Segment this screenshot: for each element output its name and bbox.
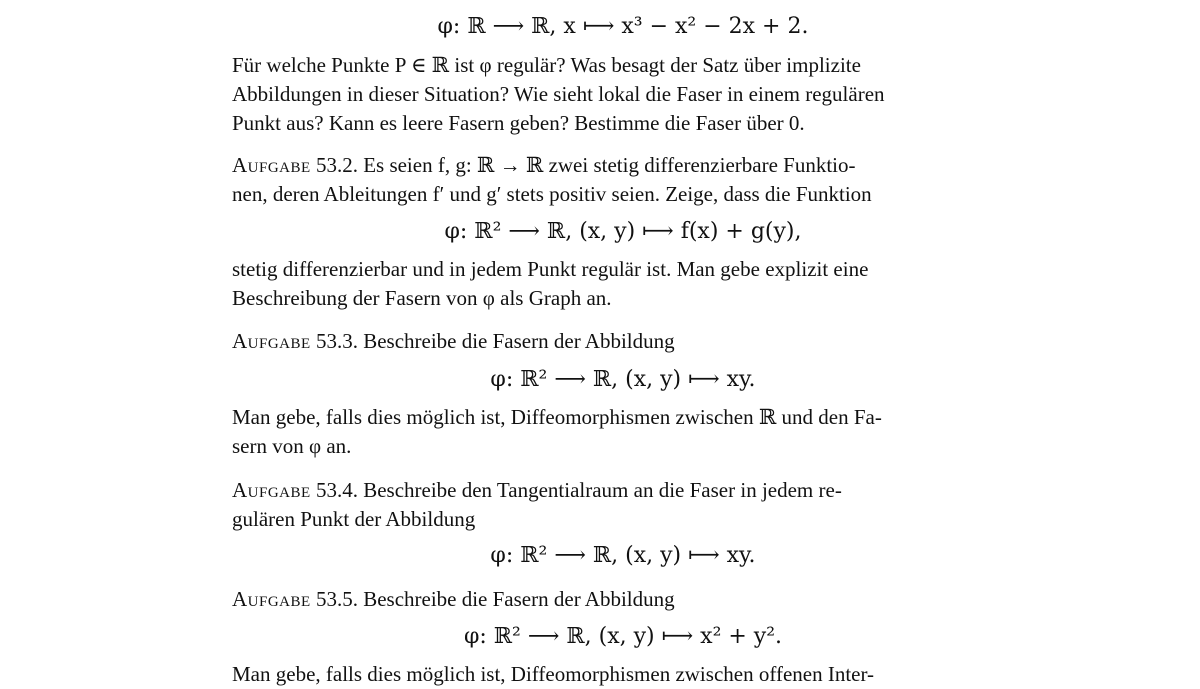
text-line: Man gebe, falls dies möglich ist, Diffeomorphismen zwischen ℝ und den Fa- [232,405,882,429]
exercise-label: Aufgabe [232,478,311,502]
exercise-number: 53.5. [315,587,358,611]
text-line: Abbildungen in dieser Situation? Wie sieht lokal die Faser in einem regulären [232,82,885,106]
text-line: nen, deren Ableitungen f′ und g′ stets positiv seien. Zeige, dass die Funktion [232,182,872,206]
exercise-53-5 [232,585,1014,614]
text-line: gulären Punkt der Abbildung [232,507,476,531]
exercise-53-5-equation: φ: ℝ² ⟶ ℝ, (x, y) ⟼ x² + y². [463,624,783,649]
text-line: Beschreibung der Fasern von φ als Graph an. [232,286,612,310]
text-line: Man gebe, falls dies möglich ist, Diffeomorphismen zwischen offenen Inter- [232,662,875,686]
exercise-53-2-continuation [232,255,1014,313]
exercise-text: Beschreibe die Fasern der Abbildung [363,329,675,353]
exercise-label: Aufgabe [232,329,311,353]
exercise-text: Beschreibe den Tangentialraum an die Faser in jedem re- [363,478,842,502]
text-line [232,585,1014,614]
text-line: stetig differenzierbar und in jedem Punkt regulär ist. Man gebe explizit eine [232,257,869,281]
exercise-53-2 [232,151,1014,209]
exercise-53-2-equation: φ: ℝ² ⟶ ℝ, (x, y) ⟼ f(x) + g(y), [444,219,802,244]
text-line [232,327,1014,356]
exercise-text: Beschreibe die Fasern der Abbildung [363,587,675,611]
text-line [232,151,1014,180]
exercise-53-4-equation: φ: ℝ² ⟶ ℝ, (x, y) ⟼ xy. [490,543,756,568]
text-line: sern von φ an. [232,434,352,458]
intro-equation: φ: ℝ ⟶ ℝ, x ⟼ x³ − x² − 2x + 2. [437,14,809,39]
text-line [232,476,1014,505]
exercise-number: 53.4. [315,478,358,502]
exercise-label: Aufgabe [232,587,311,611]
exercise-number: 53.3. [315,329,358,353]
exercise-text: Es seien f, g: ℝ → ℝ zwei stetig differenzierbare Funktio- [363,153,856,177]
exercise-53-4 [232,476,1014,534]
text-line: Für welche Punkte P ∈ ℝ ist φ regulär? Was besagt der Satz über implizite [232,53,861,77]
exercise-number: 53.2. [315,153,358,177]
text-line: Punkt aus? Kann es leere Fasern geben? Bestimme die Faser über 0. [232,111,805,135]
exercise-53-3-continuation [232,403,1014,461]
exercise-label: Aufgabe [232,153,311,177]
exercise-53-3-equation: φ: ℝ² ⟶ ℝ, (x, y) ⟼ xy. [490,367,756,392]
exercise-53-3 [232,327,1014,356]
intro-paragraph [232,51,1014,138]
